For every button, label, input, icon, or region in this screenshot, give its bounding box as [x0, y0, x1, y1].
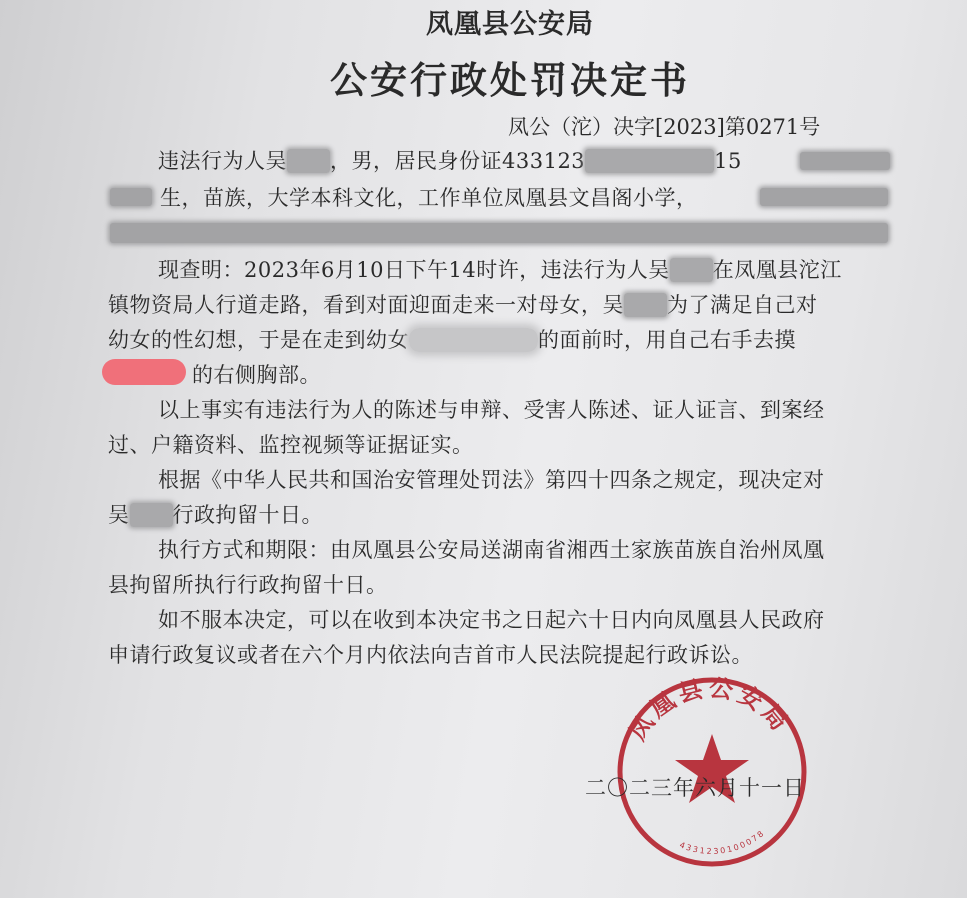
document-number: 凤公（沱）决字[2023]第0271号	[508, 115, 821, 139]
redaction-blur	[130, 503, 173, 527]
body-line: 生，苗族，大学本科文化，工作单位凤凰县文昌阁小学，	[160, 186, 698, 210]
body-line-segment: 为了满足自己对	[667, 293, 818, 317]
body-line	[108, 289, 818, 319]
issue-date: 二〇二三年六月十一日	[585, 776, 805, 800]
redaction-blur	[760, 188, 888, 206]
body-line	[108, 324, 796, 354]
redaction-blur	[800, 152, 890, 170]
body-line-segment: 镇物资局人行道走路，看到对面迎面走来一对母女，吴	[108, 293, 624, 317]
redaction-red-mark	[102, 359, 186, 385]
redaction-blur	[670, 258, 713, 282]
seal-number: 4331230100078	[678, 828, 767, 856]
issuing-organization: 凤凰县公安局	[426, 9, 594, 40]
body-line-segment: 15	[714, 149, 742, 173]
body-line	[158, 145, 742, 175]
body-line-segment: 吴	[108, 503, 130, 527]
body-line-segment: ，男，居民身份证433123	[330, 149, 586, 173]
seal-text: 凤凰县公安局	[623, 673, 796, 746]
body-line-segment: 幼女的性幻想，于是在走到幼女	[108, 328, 409, 352]
redaction-blur	[624, 293, 667, 317]
body-line	[158, 254, 842, 284]
redaction-blur	[110, 223, 888, 243]
body-line: 以上事实有违法行为人的陈述与申辩、受害人陈述、证人证言、到案经	[158, 398, 825, 422]
body-line-segment: 的面前时，用自己右手去摸	[538, 328, 796, 352]
body-line	[108, 499, 323, 529]
redaction-blur	[585, 149, 714, 173]
redaction-blur	[110, 188, 152, 206]
body-line-segment: 行政拘留十日。	[172, 503, 323, 527]
redaction-blur	[409, 328, 538, 352]
redaction-blur	[287, 149, 330, 173]
body-line-segment: 违法行为人吴	[158, 149, 287, 173]
body-line-segment: 现查明：2023年6月10日下午14时许，违法行为人吴	[158, 258, 670, 282]
body-line: 根据《中华人民共和国治安管理处罚法》第四十四条之规定，现决定对	[158, 468, 825, 492]
body-line: 申请行政复议或者在六个月内依法向吉首市人民法院提起行政诉讼。	[108, 643, 753, 667]
body-line: 的右侧胸部。	[192, 363, 321, 387]
body-line: 过、户籍资料、监控视频等证据证实。	[108, 433, 474, 457]
body-line: 执行方式和期限：由凤凰县公安局送湖南省湘西土家族苗族自治州凤凰	[158, 538, 825, 562]
body-line: 县拘留所执行行政拘留十日。	[108, 573, 388, 597]
body-line-segment: 在凤凰县沱江	[712, 258, 842, 282]
body-line: 如不服本决定，可以在收到本决定书之日起六十日内向凤凰县人民政府	[158, 608, 825, 632]
document-title: 公安行政处罚决定书	[330, 58, 690, 102]
